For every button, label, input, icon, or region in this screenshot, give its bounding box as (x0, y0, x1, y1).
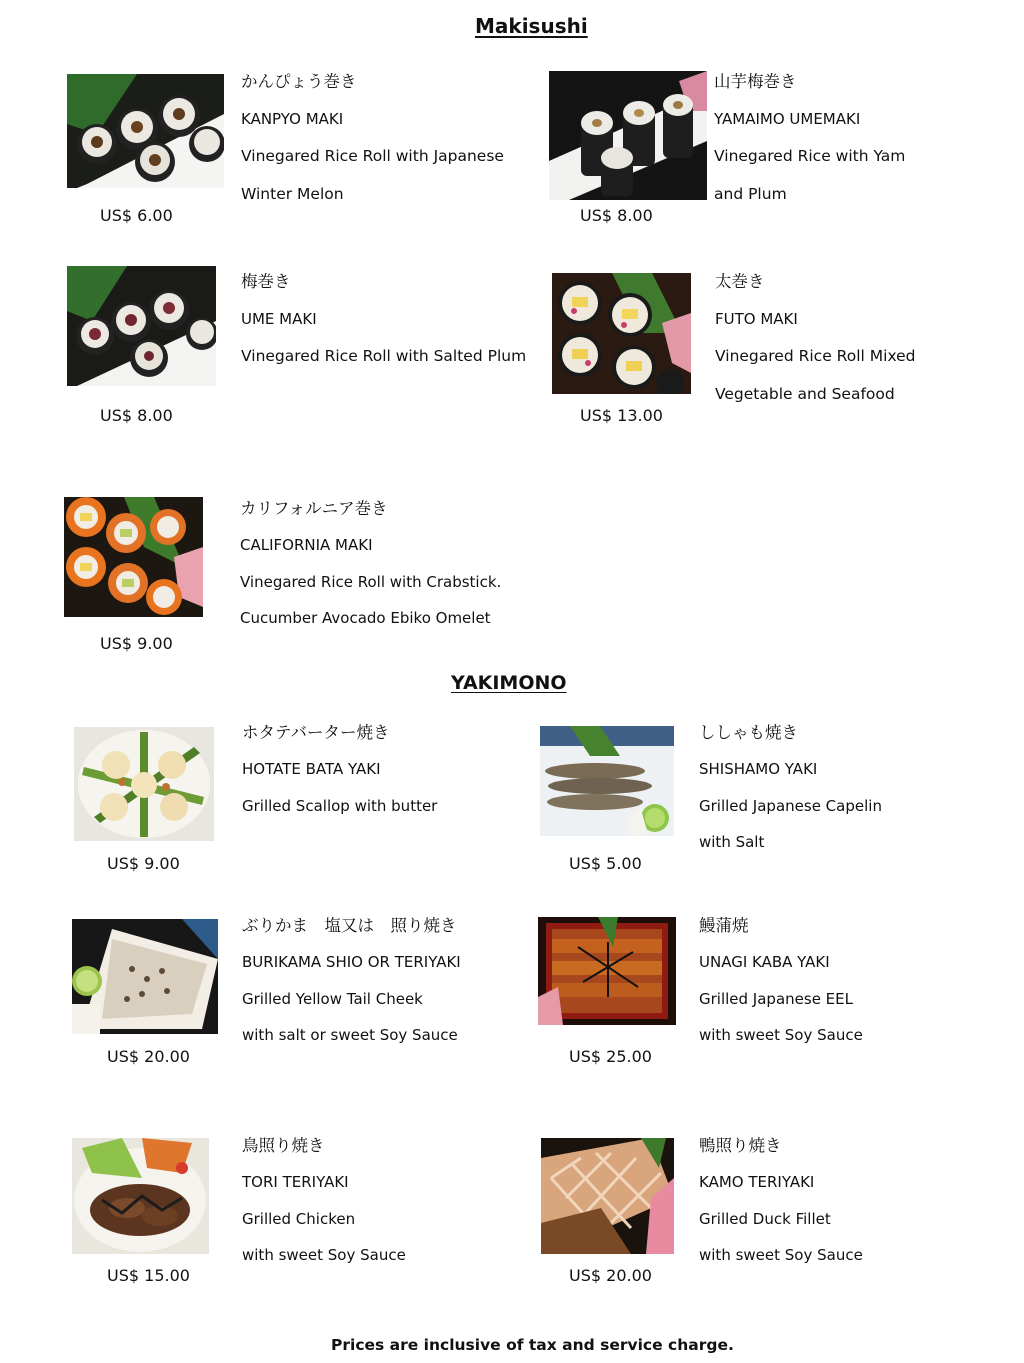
item-name: UME MAKI (241, 309, 317, 328)
item-price: US$ 13.00 (580, 406, 663, 425)
item-description-line: Vinegared Rice with Yam (714, 147, 906, 166)
item-description-line: Vinegared Rice Roll with Salted Plum (241, 347, 527, 366)
item-description-line: Grilled Yellow Tail Cheek (242, 989, 423, 1008)
item-description-line: Vinegared Rice Roll with Japanese (241, 147, 504, 166)
item-description-line: Vinegared Rice Roll Mixed (715, 347, 916, 366)
futo-maki-text (715, 263, 916, 414)
item-name: KANPYO MAKI (241, 109, 344, 128)
item-price: US$ 20.00 (107, 1047, 190, 1066)
item-jp-name: かんぴょう巻き (241, 72, 357, 91)
item-jp-name: ホタテバーター焼き (242, 723, 390, 742)
tori-teriyaki-photo (72, 1138, 209, 1254)
ume-maki-text (241, 263, 526, 376)
item-jp-name: カリフォルニア巻き (240, 499, 388, 518)
item-jp-name: 鴨照り焼き (699, 1136, 782, 1155)
item-price: US$ 9.00 (107, 854, 180, 873)
price-disclaimer: Prices are inclusive of tax and service charge. (331, 1336, 734, 1354)
item-name: TORI TERIYAKI (242, 1173, 349, 1192)
yamaimo-umemaki-text (714, 63, 905, 214)
item-jp-name: 鳥照り焼き (242, 1136, 325, 1155)
item-description-line: Vegetable and Seafood (715, 385, 895, 404)
item-jp-name: ししゃも焼き (699, 723, 798, 742)
item-price: US$ 9.00 (100, 634, 173, 653)
item-name: BURIKAMA SHIO OR TERIYAKI (242, 953, 461, 972)
item-jp-name: 鰻蒲焼 (699, 916, 749, 935)
kanpyo-maki-text (241, 63, 504, 214)
item-description-line: Vinegared Rice Roll with Crabstick. (240, 572, 502, 591)
item-name: SHISHAMO YAKI (699, 760, 818, 779)
california-maki-text (240, 491, 501, 636)
item-description-line: with sweet Soy Sauce (242, 1245, 406, 1264)
item-price: US$ 15.00 (107, 1266, 190, 1285)
item-description-line: Grilled Duck Fillet (699, 1209, 831, 1228)
california-maki-photo (64, 497, 203, 617)
item-name: HOTATE BATA YAKI (242, 760, 381, 779)
item-price: US$ 20.00 (569, 1266, 652, 1285)
item-price: US$ 5.00 (569, 854, 642, 873)
item-description-line: with sweet Soy Sauce (699, 1025, 863, 1044)
futo-maki-photo (552, 273, 691, 394)
item-description-line: Winter Melon (241, 185, 344, 204)
item-description-line: Grilled Japanese EEL (699, 989, 853, 1008)
item-price: US$ 25.00 (569, 1047, 652, 1066)
item-name: KAMO TERIYAKI (699, 1173, 815, 1192)
item-price: US$ 8.00 (580, 206, 653, 225)
unagi-kaba-yaki-photo (538, 917, 676, 1025)
item-description-line: Grilled Chicken (242, 1209, 356, 1228)
hotate-bata-yaki-photo (74, 727, 214, 841)
item-description-line: Grilled Scallop with butter (242, 796, 438, 815)
item-jp-name: 梅巻き (241, 272, 291, 291)
tori-teriyaki-text (242, 1128, 406, 1273)
unagi-kaba-yaki-text (699, 908, 863, 1053)
section-title-makisushi: Makisushi (475, 14, 588, 38)
burikama-text (242, 908, 461, 1053)
item-description-line: with salt or sweet Soy Sauce (242, 1025, 458, 1044)
item-jp-name: 太巻き (715, 272, 765, 291)
hotate-bata-yaki-text (242, 715, 437, 824)
item-name: FUTO MAKI (715, 309, 798, 328)
item-price: US$ 6.00 (100, 206, 173, 225)
item-description-line: with Salt (699, 832, 765, 851)
item-price: US$ 8.00 (100, 406, 173, 425)
kamo-teriyaki-text (699, 1128, 863, 1273)
item-description-line: and Plum (714, 185, 787, 204)
item-name: YAMAIMO UMEMAKI (714, 109, 861, 128)
item-description-line: with sweet Soy Sauce (699, 1245, 863, 1264)
shishamo-yaki-text (699, 715, 882, 860)
item-description-line: Grilled Japanese Capelin (699, 796, 882, 815)
section-title-yakimono: YAKIMONO (451, 672, 567, 694)
item-jp-name: ぶりかま 塩又は 照り焼き (242, 916, 457, 935)
ume-maki-photo (67, 266, 216, 386)
item-name: UNAGI KABA YAKI (699, 953, 830, 972)
item-jp-name: 山芋梅巻き (714, 72, 797, 91)
yamaimo-umemaki-photo (549, 71, 707, 200)
item-name: CALIFORNIA MAKI (240, 536, 373, 555)
kamo-teriyaki-photo (541, 1138, 674, 1254)
kanpyo-maki-photo (67, 74, 224, 188)
shishamo-yaki-photo (540, 726, 674, 836)
item-description-line: Cucumber Avocado Ebiko Omelet (240, 608, 491, 627)
burikama-photo (72, 919, 218, 1034)
